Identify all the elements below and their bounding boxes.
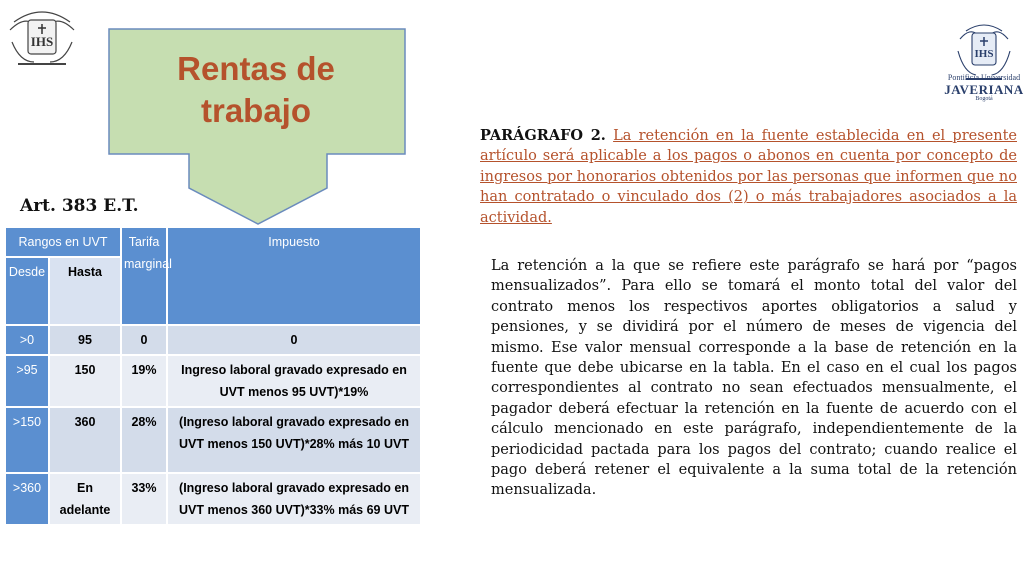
cell-to: En adelante	[49, 473, 121, 525]
logo-university-line3: Bogotá	[975, 96, 993, 102]
header-from: Desde	[5, 257, 49, 325]
paragraph-2-link-text[interactable]: La retención en la fuente establecida en el presente artículo será aplicable a los pagos o abonos en cuenta por concepto de ingresos por honorarios obtenidos por las personas que informen que no han contratado o vinculado dos (2) o más trabajadores asociados a la actividad.	[480, 128, 1017, 226]
page-title	[110, 48, 402, 132]
cell-to: 150	[49, 355, 121, 407]
cell-tax: (Ingreso laboral gravado expresado en UVT menos 360 UVT)*33% más 69 UVT	[167, 473, 421, 525]
cell-from: >0	[5, 325, 49, 355]
svg-text:IHS: IHS	[974, 48, 994, 60]
article-reference: Art. 383 E.T.	[20, 196, 139, 216]
cell-from: >150	[5, 407, 49, 473]
explanation-paragraph: La retención a la que se refiere este parágrafo se hará por “pagos mensualizados”. Para ello se tomará el monto total del valor del contrato menos los respectivos aportes obligatorios a salud y pensiones, y se dividirá por el número de meses de vigencia del mismo. Ese valor mensual corresponde a la base de retención en la fuente que debe ubicarse en la tabla. En el caso en el cual los pagos correspondientes al contrato no sean efectuados mensualmente, el pagador deberá efectuar la retención en la fuente de acuerdo con el cálculo mencionado en este parágrafo, independientemente de la periodicidad pactada para los pagos del contrato; cuando realice el pago deberá retener el equivalente a la suma total de la retención mensualizada.	[491, 258, 1017, 499]
header-rate: Tarifa marginal	[121, 227, 167, 325]
svg-text:IHS: IHS	[30, 34, 54, 49]
paragraph-2-block	[480, 126, 1017, 228]
header-tax: Impuesto	[167, 227, 421, 325]
table-row	[5, 355, 421, 407]
table-row	[5, 325, 421, 355]
logo-university-line1: Pontificia Universidad	[947, 73, 1021, 82]
university-crest-logo-left	[4, 2, 80, 74]
cell-to: 95	[49, 325, 121, 355]
cell-from: >360	[5, 473, 49, 525]
table-row	[5, 473, 421, 525]
header-to: Hasta	[49, 257, 121, 325]
cell-tax: 0	[167, 325, 421, 355]
cell-to: 360	[49, 407, 121, 473]
header-ranges: Rangos en UVT	[5, 227, 121, 257]
table-header-row	[5, 227, 421, 257]
paragraph-2-label: PARÁGRAFO 2.	[480, 127, 606, 144]
cell-rate: 28%	[121, 407, 167, 473]
cell-tax: (Ingreso laboral gravado expresado en UVT menos 150 UVT)*28% más 10 UVT	[167, 407, 421, 473]
logo-university-line2: JAVERIANA	[944, 82, 1024, 97]
title-line-1: Rentas de	[177, 50, 335, 87]
cell-from: >95	[5, 355, 49, 407]
cell-rate: 33%	[121, 473, 167, 525]
tax-rate-table	[4, 226, 422, 526]
cell-tax: Ingreso laboral gravado expresado en UVT menos 95 UVT)*19%	[167, 355, 421, 407]
title-line-2: trabajo	[200, 92, 312, 129]
cell-rate: 19%	[121, 355, 167, 407]
cell-rate: 0	[121, 325, 167, 355]
table-row	[5, 407, 421, 473]
